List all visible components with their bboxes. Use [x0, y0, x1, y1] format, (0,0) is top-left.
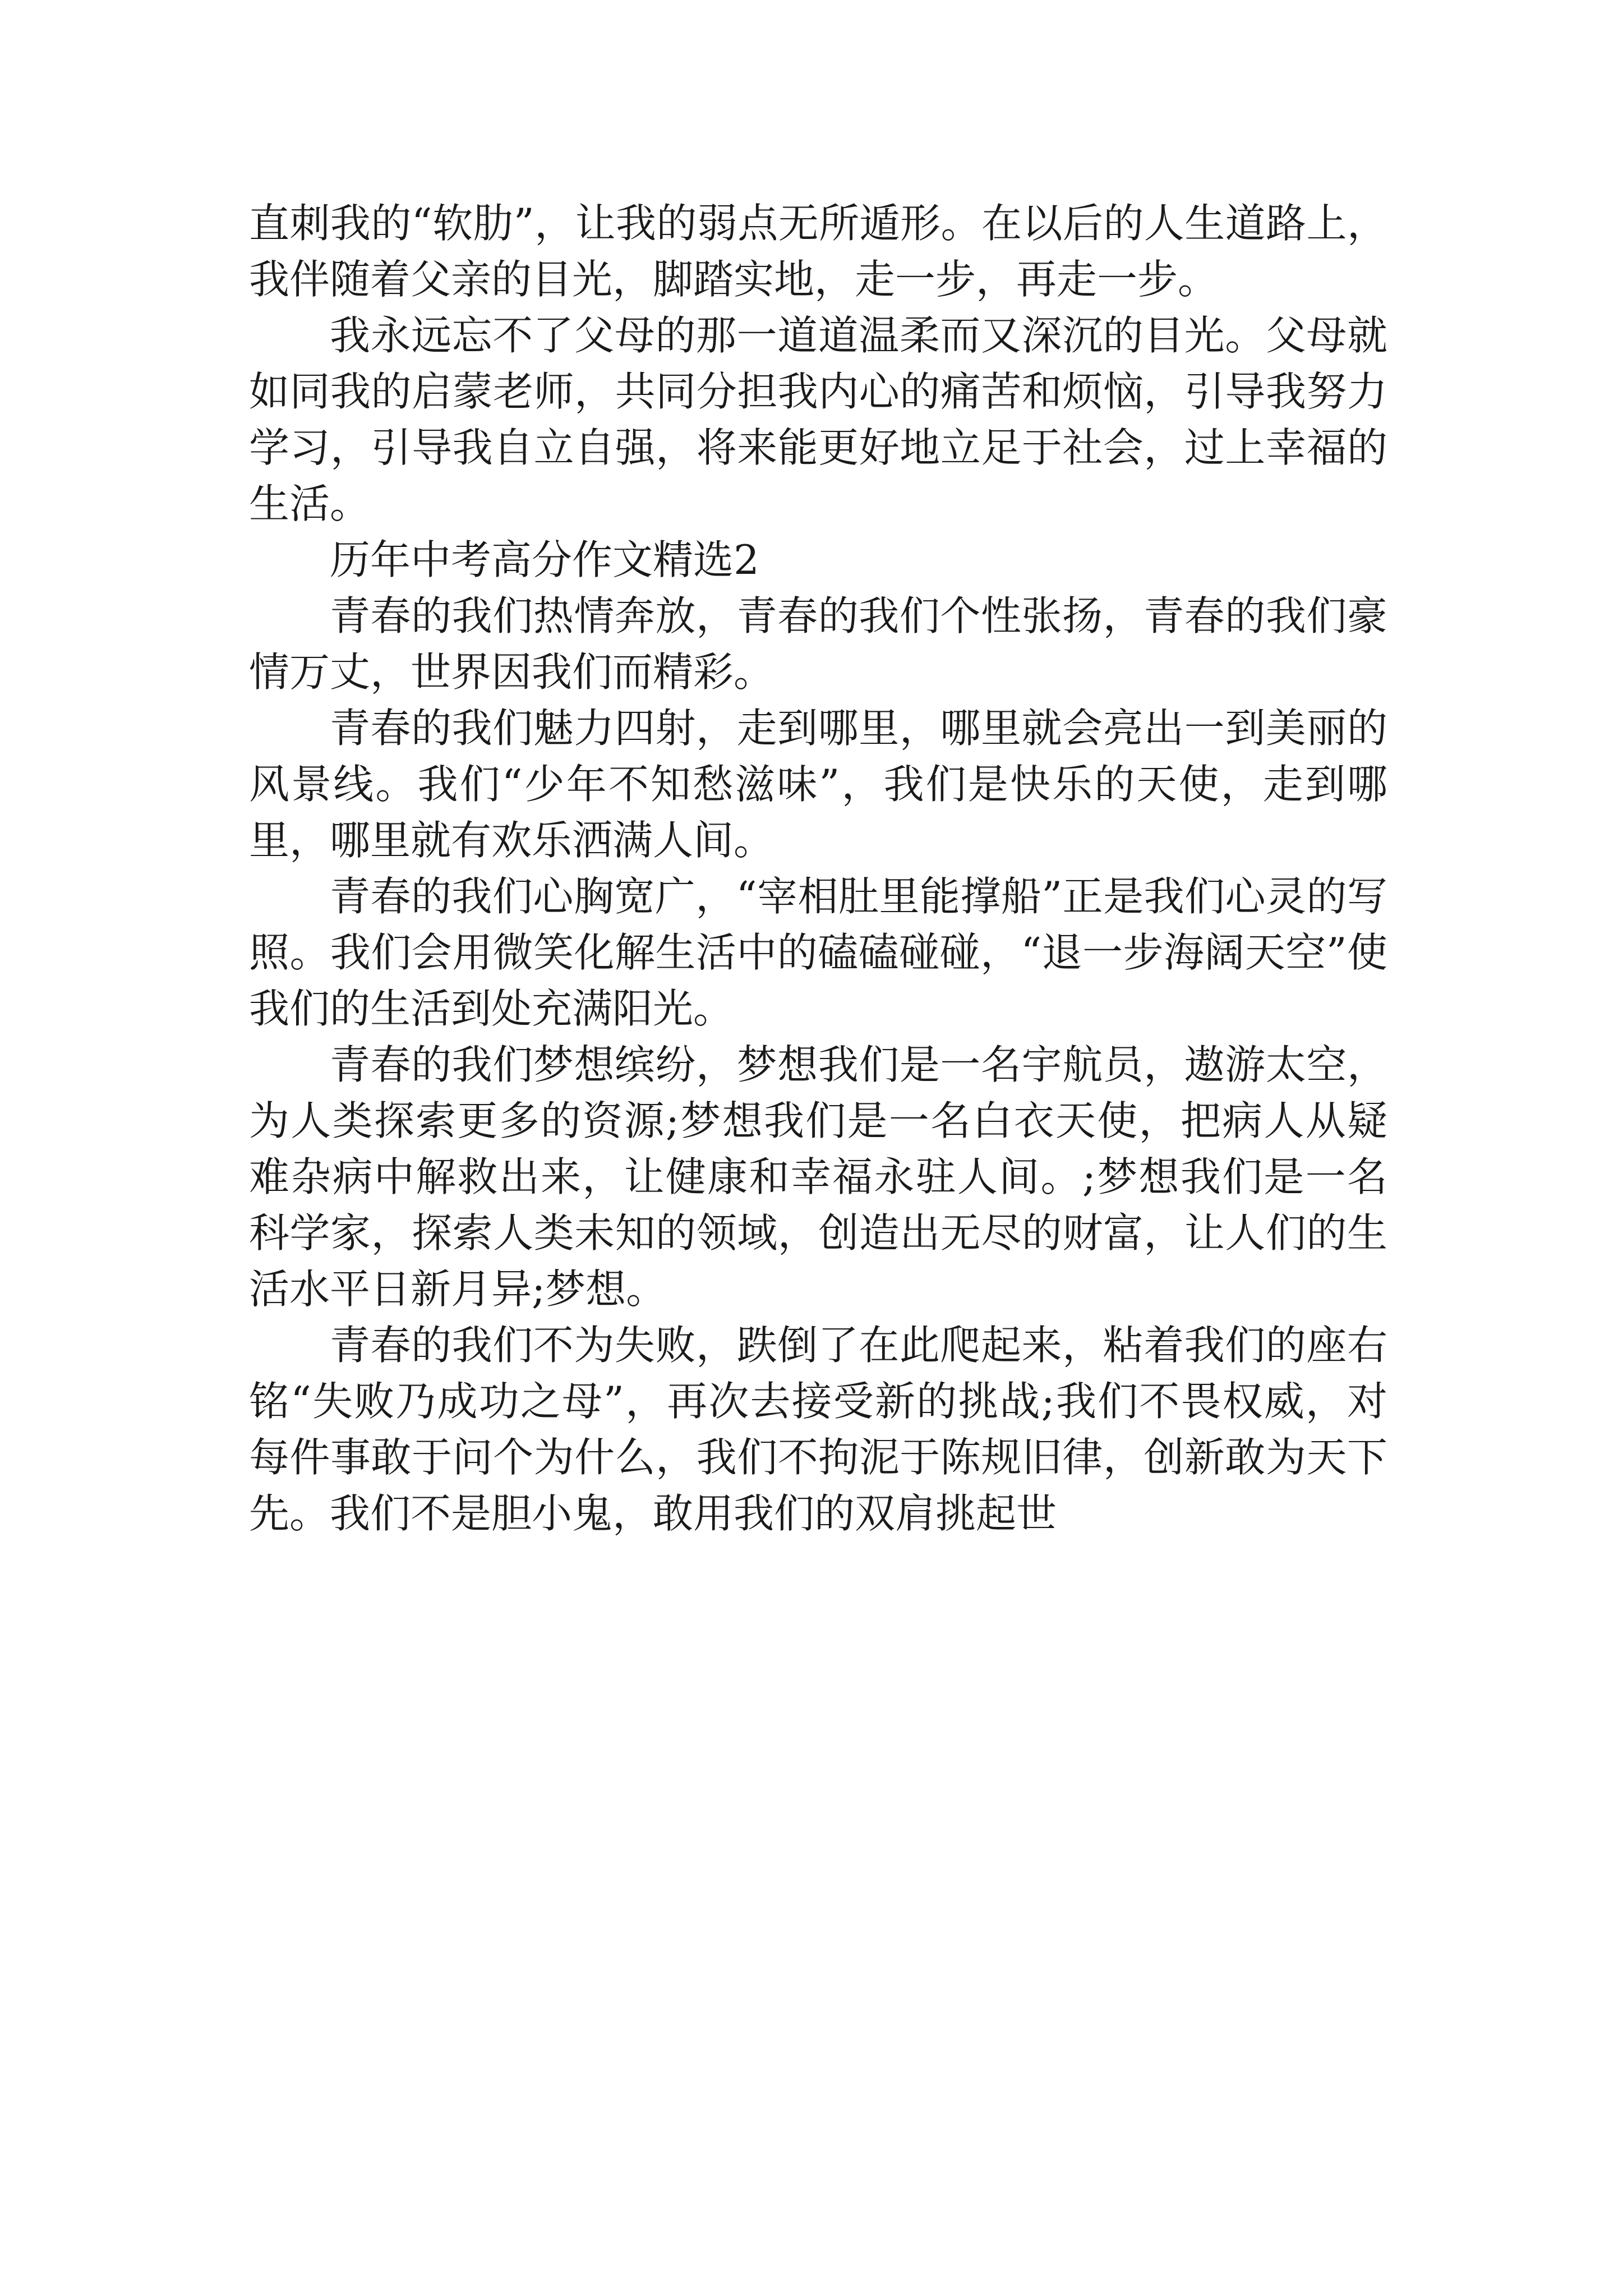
- paragraph-youth-dreams: 青春的我们梦想缤纷，梦想我们是一名宇航员，遨游太空，为人类探索更多的资源;梦想我们是一名白衣天使，把病人从疑难杂病中解救出来，让健康和幸福永驻人间。;梦想我们是一名科学家，探索人类未知的领域，创造出无尽的财富，让人们的生活水平日新月异;梦想。: [249, 1041, 1387, 1313]
- paragraph-youth-courage: 青春的我们不为失败，跌倒了在此爬起来，粘着我们的座右铭“失败乃成功之母”，再次去接受新的挑战;我们不畏权威，对每件事敢于问个为什么，我们不拘泥于陈规旧律，创新敢为天下先。我们不是胆小鬼，敢用我们的双肩挑起世: [249, 1322, 1387, 1537]
- paragraph-continuation: 直刺我的“软肋”，让我的弱点无所遁形。在以后的人生道路上，我伴随着父亲的目光，脚踏实地，走一步，再走一步。: [249, 200, 1387, 303]
- article-body: [249, 195, 1387, 1542]
- section-heading: 历年中考高分作文精选2: [330, 536, 759, 583]
- paragraph-parents-gaze: 我永远忘不了父母的那一道道温柔而又深沉的目光。父母就如同我的启蒙老师，共同分担我内心的痛苦和烦恼，引导我努力学习，引导我自立自强，将来能更好地立足于社会，过上幸福的生活。: [249, 312, 1387, 527]
- paragraph-youth-charm: 青春的我们魅力四射，走到哪里，哪里就会亮出一到美丽的风景线。我们“少年不知愁滋味”，我们是快乐的天使，走到哪里，哪里就有欢乐洒满人间。: [249, 705, 1387, 864]
- paragraph-youth-broad-mind: 青春的我们心胸宽广，“宰相肚里能撑船”正是我们心灵的写照。我们会用微笑化解生活中的磕磕碰碰，“退一步海阔天空”使我们的生活到处充满阳光。: [249, 873, 1387, 1032]
- paragraph-youth-passion: 青春的我们热情奔放，青春的我们个性张扬，青春的我们豪情万丈，世界因我们而精彩。: [249, 592, 1387, 696]
